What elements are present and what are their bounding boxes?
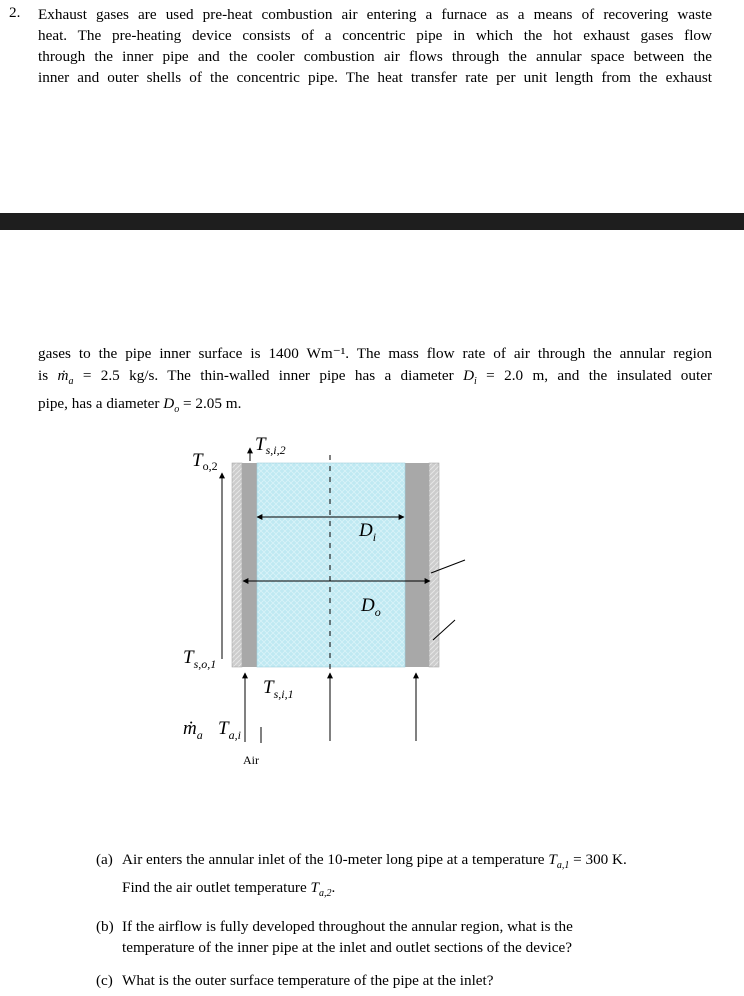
para1-line-4: inner and outer shells of the concentric pipe. The heat transfer rate per unit length from the exhaust <box>38 69 712 86</box>
para2-line-1: gases to the pipe inner surface is 1400 Wm⁻¹. The mass flow rate of air through the annular region <box>38 345 712 362</box>
mass-flow-sub: a <box>68 376 74 388</box>
question-a-line-2 <box>122 878 335 904</box>
question-b-line-2: temperature of the inner pipe at the inlet and outlet sections of the device? <box>122 939 572 956</box>
question-a-line-1 <box>122 850 627 876</box>
label-Tsi1: $T_{s,i,1}$ <box>263 677 294 701</box>
question-b-line-1: If the airflow is fully developed throughout the annular region, what is the <box>122 918 573 935</box>
label-To2: $T_{o,2}$ <box>192 450 218 473</box>
para2-line2-pre: is <box>38 367 58 384</box>
para1-line-2: heat. The pre-heating device consists of a concentric pipe in which the hot exhaust gases flow <box>38 27 712 44</box>
annular-air-region <box>257 463 405 667</box>
left-insulation <box>232 463 242 667</box>
qa-T-symbol: T <box>548 851 557 868</box>
para1-line-3: through the inner pipe and the cooler combustion air flows through the annular space between the <box>38 48 712 65</box>
label-Di: $D_i$ <box>359 520 377 544</box>
para1-line-1: Exhaust gases are used pre-heat combustion air entering a furnace as a means of recovering waste <box>38 6 712 23</box>
label-Do: $D_o$ <box>361 595 381 619</box>
para2-line2-post: = 2.0 m, and the insulated outer <box>476 367 713 384</box>
inner-diameter-sub: i <box>474 376 477 388</box>
question-b-label: (b) <box>96 918 114 935</box>
qa2-T-symbol: T <box>310 879 319 896</box>
label-air: Air <box>243 753 259 767</box>
question-c-line-1: What is the outer surface temperature of the pipe at the inlet? <box>122 972 494 989</box>
label-Tso1: $T_{s,o,1}$ <box>183 647 217 671</box>
qa-line2-post: . <box>331 879 336 896</box>
question-c-label: (c) <box>96 972 113 989</box>
para2-line2-mid: = 2.5 kg/s. The thin-walled inner pipe has a diameter <box>73 367 464 384</box>
qa2-T-sub: a,2 <box>318 888 332 900</box>
label-mdot-a: ṁ$_a$ <box>183 718 203 742</box>
para2-line3-post: = 2.05 m. <box>179 395 242 413</box>
mass-flow-symbol: ṁ <box>57 367 69 384</box>
qa-T-sub: a,1 <box>556 860 570 872</box>
para2-line3-pre: pipe, has a diameter <box>38 395 164 413</box>
label-Tai: $T_{a,i}$ <box>218 718 241 742</box>
question-a-label: (a) <box>96 851 113 868</box>
qa-line1-pre: Air enters the annular inlet of the 10-meter long pipe at a temperature <box>122 851 549 868</box>
problem-number: 2. <box>9 4 21 21</box>
outer-diameter-sub: o <box>174 404 180 416</box>
qa-line1-post: = 300 K. <box>569 851 627 868</box>
label-Tsi2: $T_{s,i,2}$ <box>255 434 286 457</box>
outer-diameter-symbol: D <box>163 395 175 413</box>
right-outer-wall <box>405 463 429 667</box>
inner-diameter-symbol: D <box>463 367 475 384</box>
left-outer-wall <box>242 463 257 667</box>
qa-line2-pre: Find the air outlet temperature <box>122 879 311 896</box>
